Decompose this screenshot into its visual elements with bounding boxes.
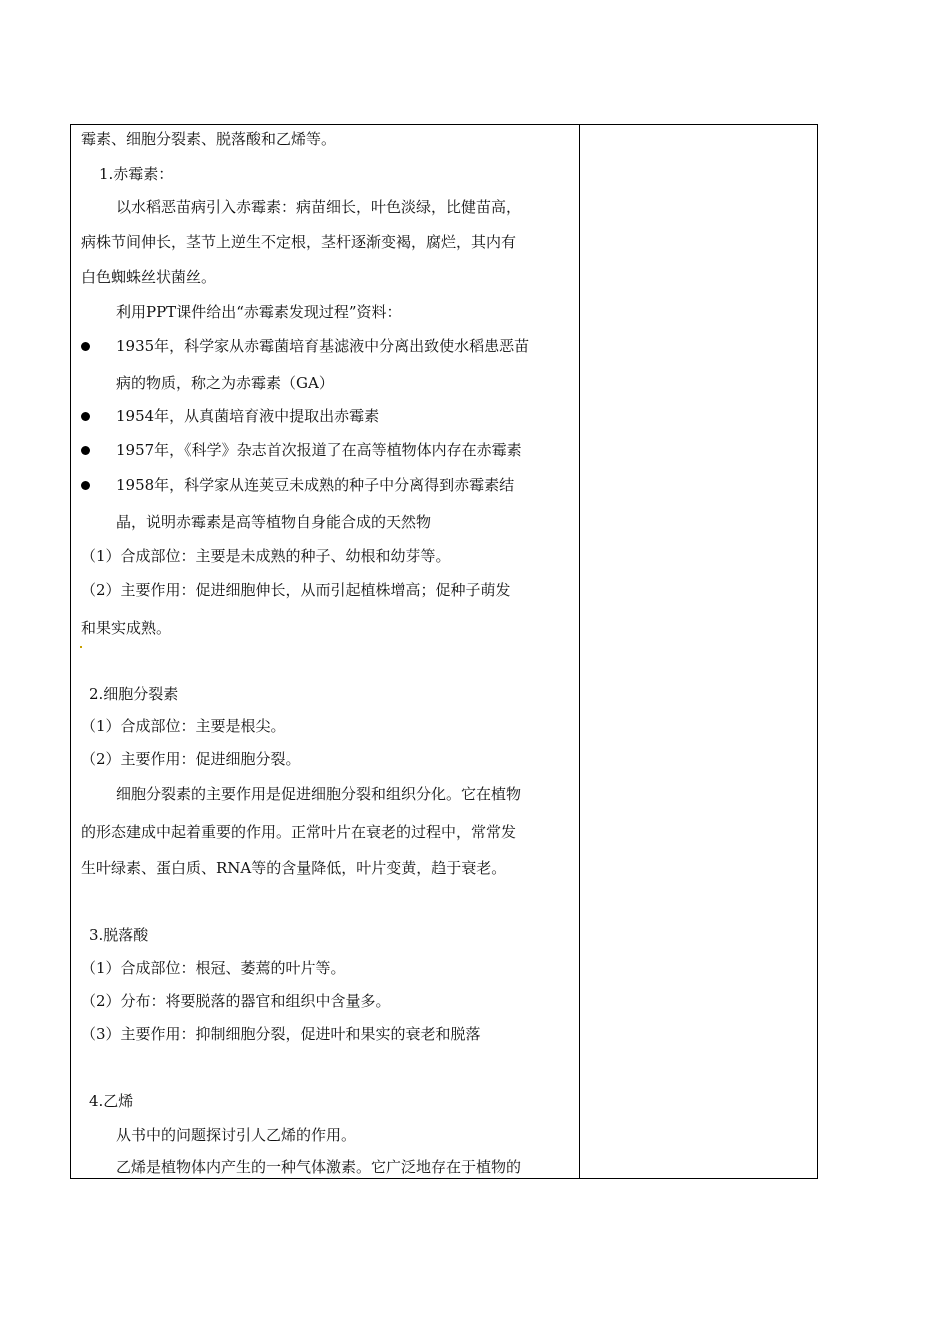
text-line: 白色蜘蛛丝状菌丝。 xyxy=(81,268,217,286)
text-line: （2）分布：将要脱落的器官和组织中含量多。 xyxy=(81,992,391,1010)
content-table xyxy=(70,124,818,1179)
text-line: 1954年，从真菌培育液中提取出赤霉素 xyxy=(116,407,380,425)
text-line: （1）合成部位：主要是未成熟的种子、幼根和幼芽等。 xyxy=(81,547,451,565)
text-line: 从书中的问题探讨引人乙烯的作用。 xyxy=(116,1126,357,1144)
text-line: 乙烯是植物体内产生的一种气体激素。它广泛地存在于植物的 xyxy=(116,1158,522,1176)
text-line: （2）主要作用：促进细胞分裂。 xyxy=(81,750,301,768)
text-line: 晶，说明赤霉素是高等植物自身能合成的天然物 xyxy=(116,513,432,531)
text-line: （1）合成部位：根冠、萎蔫的叶片等。 xyxy=(81,959,346,977)
text-line: （2）主要作用：促进细胞伸长，从而引起植株增高；促种子萌发 xyxy=(81,581,511,599)
column-divider xyxy=(579,125,580,1178)
text-line: 以水稻恶苗病引入赤霉素：病苗细长，叶色淡绿，比健苗高， xyxy=(116,198,522,216)
text-line: 2.细胞分裂素 xyxy=(89,685,179,703)
bullet-icon xyxy=(81,481,90,490)
text-line: 病的物质，称之为赤霉素（GA） xyxy=(116,374,334,392)
text-line: 的形态建成中起着重要的作用。正常叶片在衰老的过程中，常常发 xyxy=(81,823,517,841)
bullet-icon xyxy=(81,446,90,455)
stray-mark xyxy=(80,646,82,648)
text-line: 1958年，科学家从连荚豆未成熟的种子中分离得到赤霉素结 xyxy=(116,476,515,494)
text-line: 利用PPT课件给出“赤霉素发现过程”资料： xyxy=(116,303,402,321)
text-line: 1.赤霉素： xyxy=(99,165,174,183)
text-line: 生叶绿素、蛋白质、RNA等的含量降低，叶片变黄，趋于衰老。 xyxy=(81,859,507,877)
text-line: （3）主要作用：抑制细胞分裂，促进叶和果实的衰老和脱落 xyxy=(81,1025,481,1043)
text-line: 霉素、细胞分裂素、脱落酸和乙烯等。 xyxy=(81,130,337,148)
text-line: （1）合成部位：主要是根尖。 xyxy=(81,717,286,735)
text-line: 1935年，科学家从赤霉菌培育基滤液中分离出致使水稻患恶苗 xyxy=(116,337,530,355)
text-line: 1957年，《科学》杂志首次报道了在高等植物体内存在赤霉素 xyxy=(116,441,522,459)
bullet-icon xyxy=(81,342,90,351)
text-line: 病株节间伸长，茎节上逆生不定根，茎杆逐渐变褐，腐烂，其内有 xyxy=(81,233,517,251)
text-line: 细胞分裂素的主要作用是促进细胞分裂和组织分化。它在植物 xyxy=(116,785,522,803)
text-line: 3.脱落酸 xyxy=(89,926,149,944)
bullet-icon xyxy=(81,412,90,421)
text-line: 4.乙烯 xyxy=(89,1092,134,1110)
text-line: 和果实成熟。 xyxy=(81,619,172,637)
